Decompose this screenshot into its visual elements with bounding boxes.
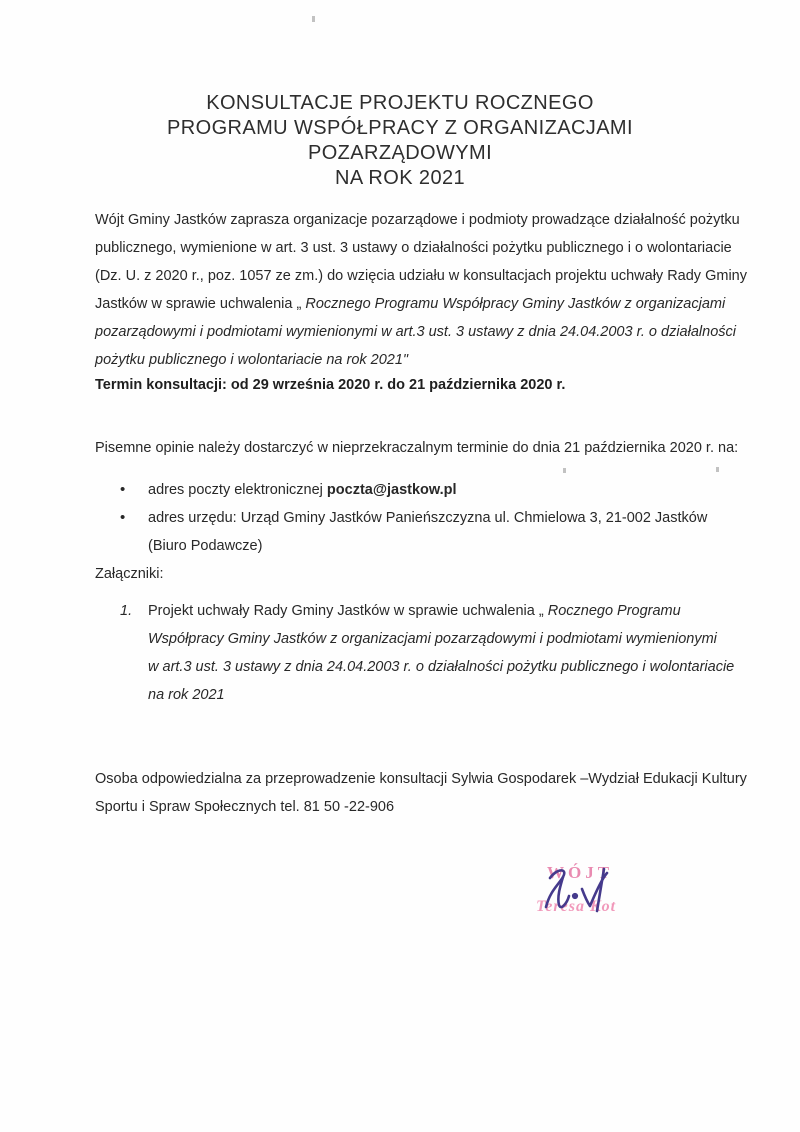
responsible-person: Osoba odpowiedzialna za przeprowadzenie konsultacji Sylwia Gospodarek –Wydział Edukacji Kultury Sportu i Spraw Społecznych tel. 81 50 -22-906 bbox=[95, 771, 747, 815]
signature-block bbox=[530, 858, 660, 928]
submission-addresses-list bbox=[95, 476, 745, 560]
list-number: 1. bbox=[120, 603, 133, 619]
contact-email-text: adres poczty elektronicznej poczta@jastkow.pl bbox=[148, 482, 457, 498]
contact-email-item bbox=[95, 476, 745, 504]
document-title: KONSULTACJE PROJEKTU ROCZNEGO PROGRAMU WSPÓŁPRACY Z ORGANIZACJAMI POZARZĄDOWYMI NA ROK 2021 bbox=[167, 92, 633, 189]
signature-strokes bbox=[546, 869, 607, 911]
intro-paragraph: Wójt Gminy Jastków zaprasza organizacje pozarządowe i podmioty prowadzące działalność pożytku publicznego, wymienione w art. 3 ust. 3 ustawy o działalności pożytku publicznego i o wolontariacie (Dz. U. z 2020 r., poz. 1057 ze zm.) do wzięcia udziału w konsultacjach projektu uchwały Rady Gminy Jastków w sprawie uchwalenia „ Rocznego Programu Współpracy Gminy Jastków z organizacjami pozarządowymi i podmiotami wymienionymi w art.3 ust. 3 ustawy z dnia 24.04.2003 r. o działalności pożytku publicznego i wolontariacie na rok 2021" bbox=[95, 212, 747, 368]
attachment-item bbox=[95, 597, 745, 709]
submission-info: Pisemne opinie należy dostarczyć w nieprzekraczalnym terminie do dnia 21 października 2020 r. na: bbox=[95, 440, 739, 456]
office-address-item bbox=[95, 504, 745, 560]
scan-speck bbox=[716, 467, 719, 472]
mayor-stamp-name: Teresa Kot bbox=[536, 898, 617, 915]
attachments-label: Załączniki: bbox=[95, 566, 164, 582]
bullet-icon: • bbox=[120, 509, 126, 526]
mayor-stamp-title: WÓJT bbox=[547, 863, 614, 882]
bullet-icon: • bbox=[120, 481, 126, 498]
office-address-text: adres urzędu: Urząd Gminy Jastków Panieńszczyzna ul. Chmielowa 3, 21-002 Jastków (Biuro Podawcze) bbox=[148, 510, 708, 554]
scan-speck bbox=[563, 468, 566, 473]
consultation-deadline: Termin konsultacji: od 29 września 2020 r. do 21 października 2020 r. bbox=[95, 377, 566, 393]
handwritten-signature bbox=[534, 866, 624, 918]
scan-speck bbox=[312, 16, 315, 22]
attachment-item-text: Projekt uchwały Rady Gminy Jastków w sprawie uchwalenia „ Rocznego Programu Współpracy Gminy Jastków z organizacjami pozarządowymi i podmiotami wymienionymi w art.3 ust. 3 ustawy z dnia 24.04.2003 r. o działalności pożytku publicznego i wolontariacie na rok 2021 bbox=[148, 603, 735, 703]
